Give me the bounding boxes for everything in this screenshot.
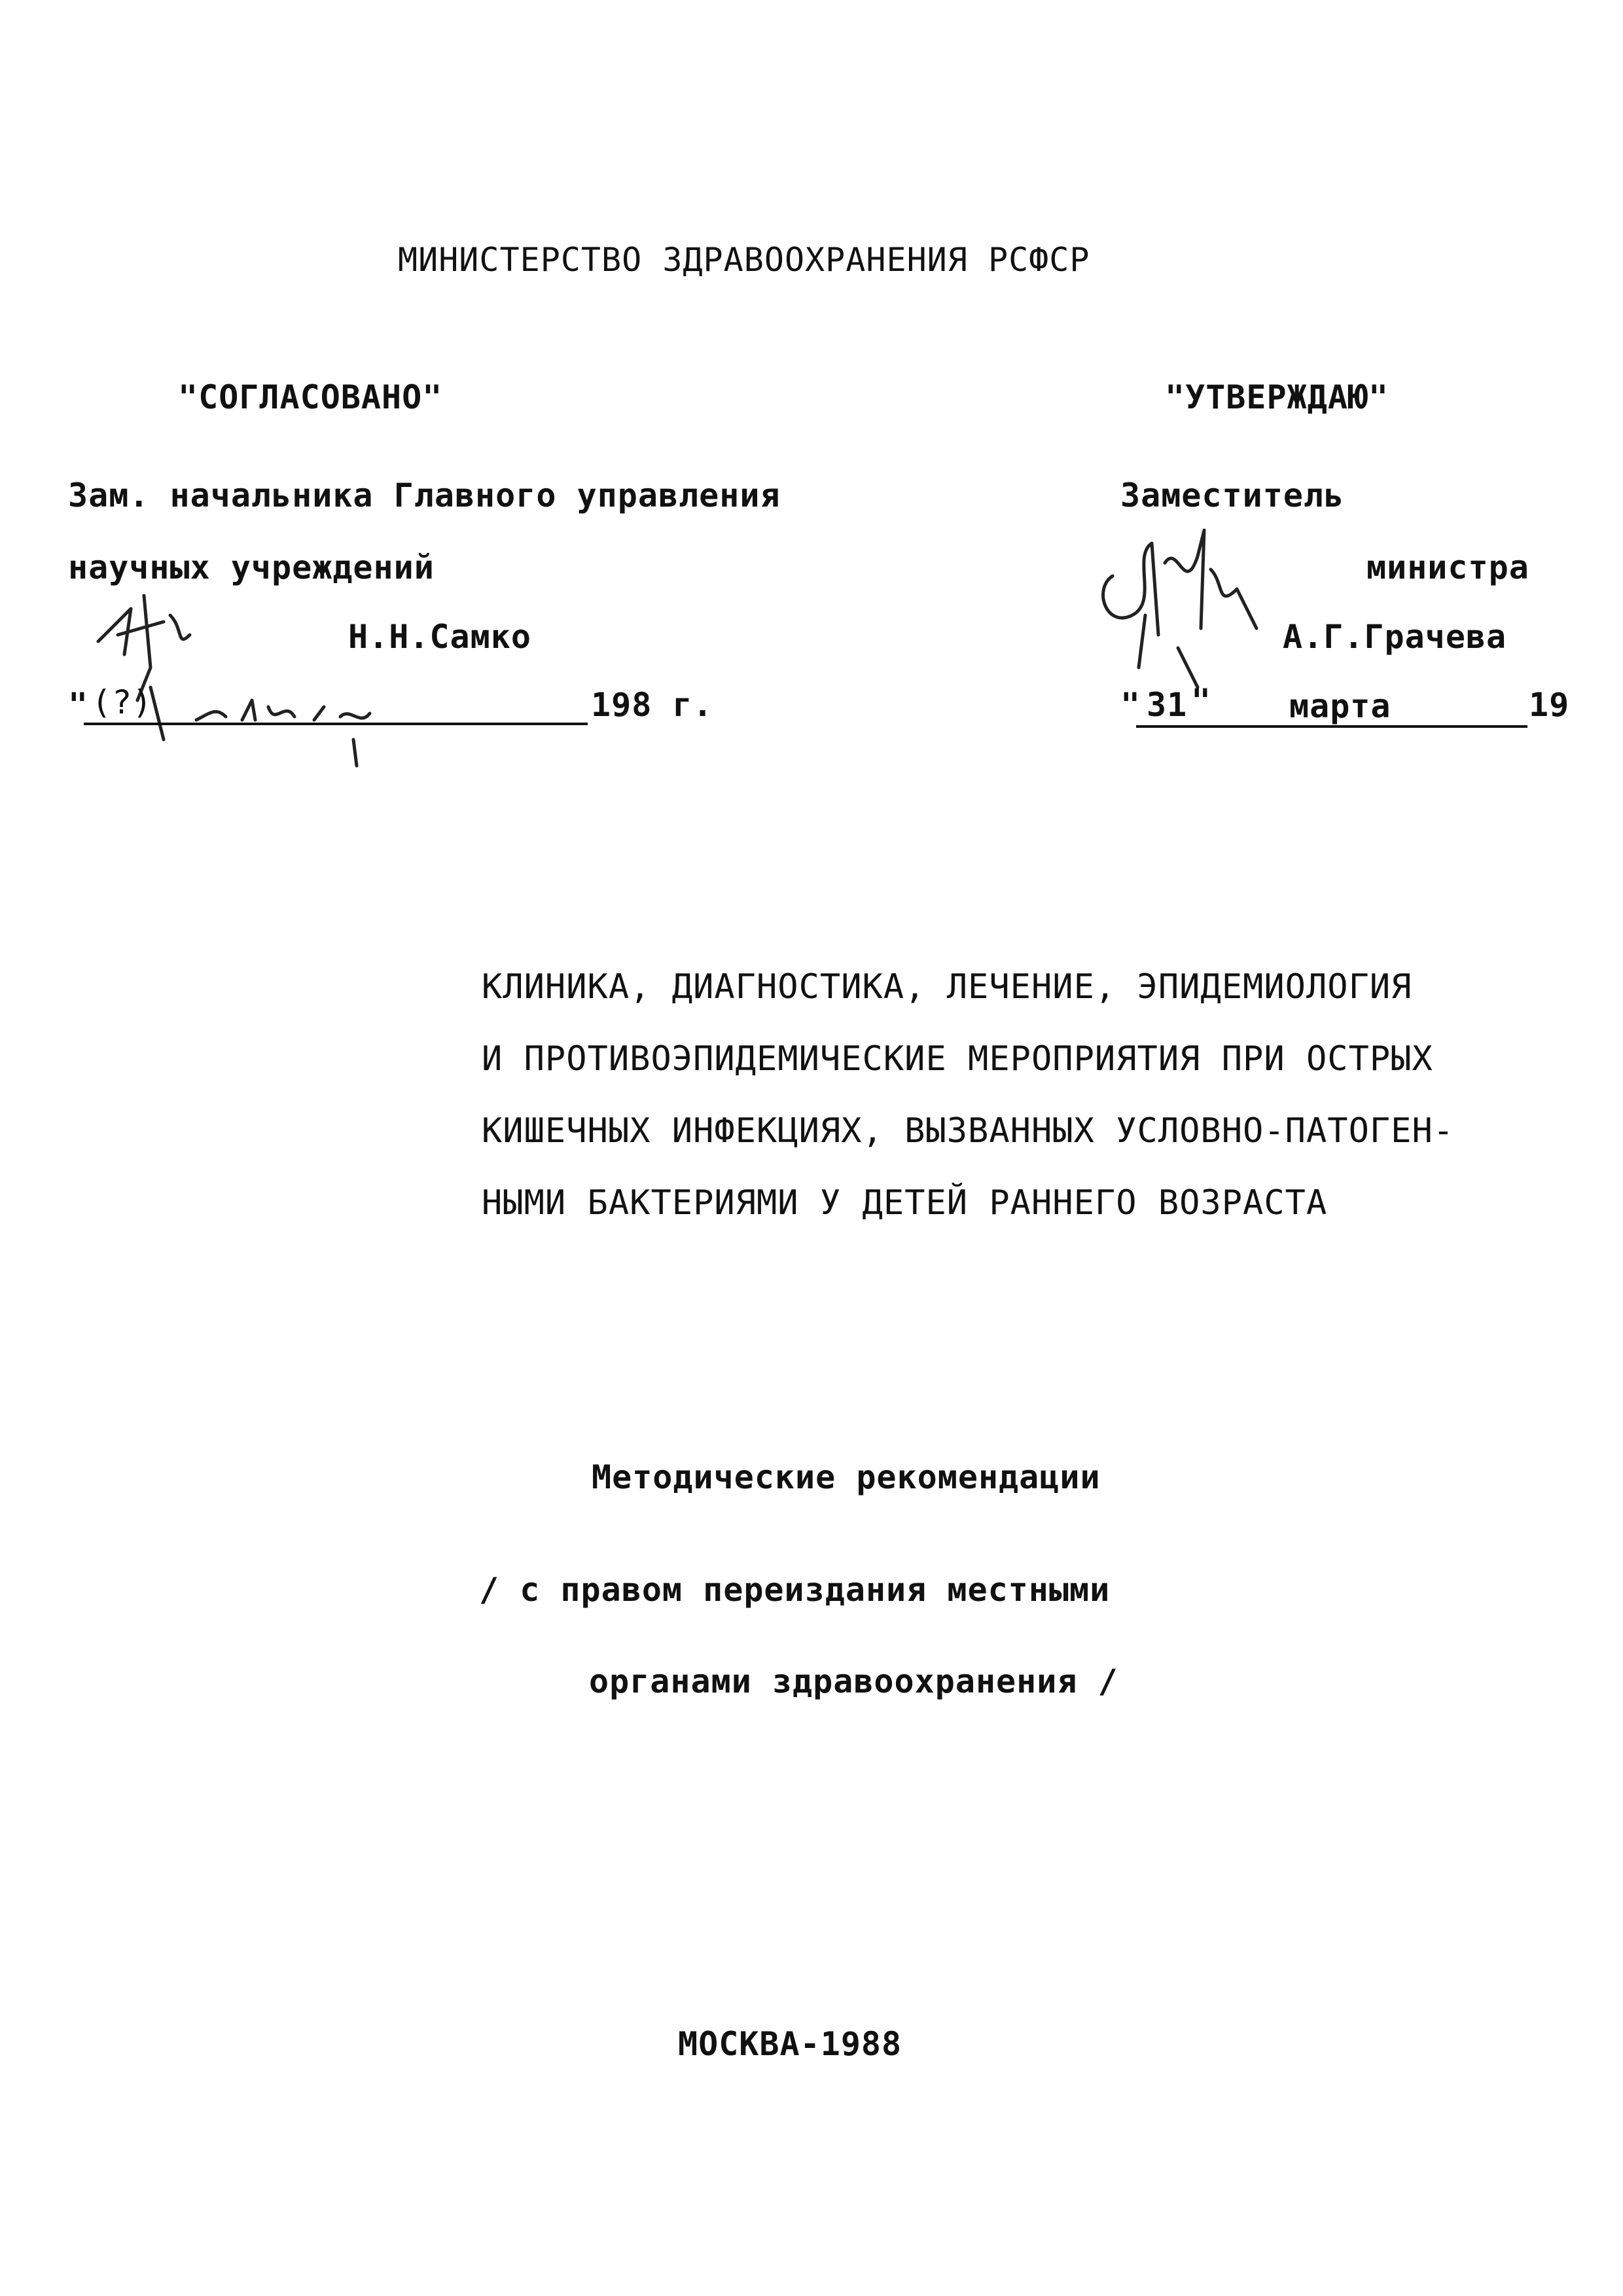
document-type: Методические рекомендации [592,1458,1101,1496]
left-date-quote: " [68,686,89,724]
right-signer-name: А.Г.Грачева [1283,618,1507,656]
ministry-header: МИНИСТЕРСТВО ЗДРАВООХРАНЕНИЯ РСФСР [398,241,1090,279]
right-position-line1: Заместитель [1120,476,1345,514]
reprint-note-line1: / с правом переиздания местными [479,1571,1111,1609]
right-date-year: 19 [1529,686,1570,724]
right-date-underline [1136,725,1527,728]
right-date-day: 31 [1147,686,1188,724]
left-position-line2: научных учреждений [68,548,435,586]
approved-stamp: "УТВЕРЖДАЮ" [1165,378,1389,416]
title-line-4: НЫМИ БАКТЕРИЯМИ У ДЕТЕЙ РАННЕГО ВОЗРАСТА [482,1183,1328,1223]
place-and-year: МОСКВА-1988 [678,2025,902,2063]
agreed-stamp: "СОГЛАСОВАНО" [178,378,443,416]
left-signer-name: Н.Н.Самко [348,618,531,656]
right-date-month: марта [1289,687,1391,725]
left-date-day: (?) [92,683,153,721]
right-signature-icon [1086,517,1283,700]
left-date-handwriting-icon [190,681,412,766]
left-position-line1: Зам. начальника Главного управления [68,476,781,514]
right-date-quote-close: " [1191,682,1212,720]
left-date-year: 198 г. [591,686,713,724]
title-line-1: КЛИНИКА, ДИАГНОСТИКА, ЛЕЧЕНИЕ, ЭПИДЕМИОЛОГИЯ [482,967,1412,1007]
title-line-3: КИШЕЧНЫХ ИНФЕКЦИЯХ, ВЫЗВАННЫХ УСЛОВНО-ПАТОГЕН- [482,1111,1455,1151]
right-position-line2: министра [1366,548,1529,586]
title-line-2: И ПРОТИВОЭПИДЕМИЧЕСКИЕ МЕРОПРИЯТИЯ ПРИ ОСТРЫХ [482,1039,1433,1079]
right-date-quote-open: " [1120,686,1141,724]
reprint-note-line2: органами здравоохранения / [589,1662,1118,1700]
